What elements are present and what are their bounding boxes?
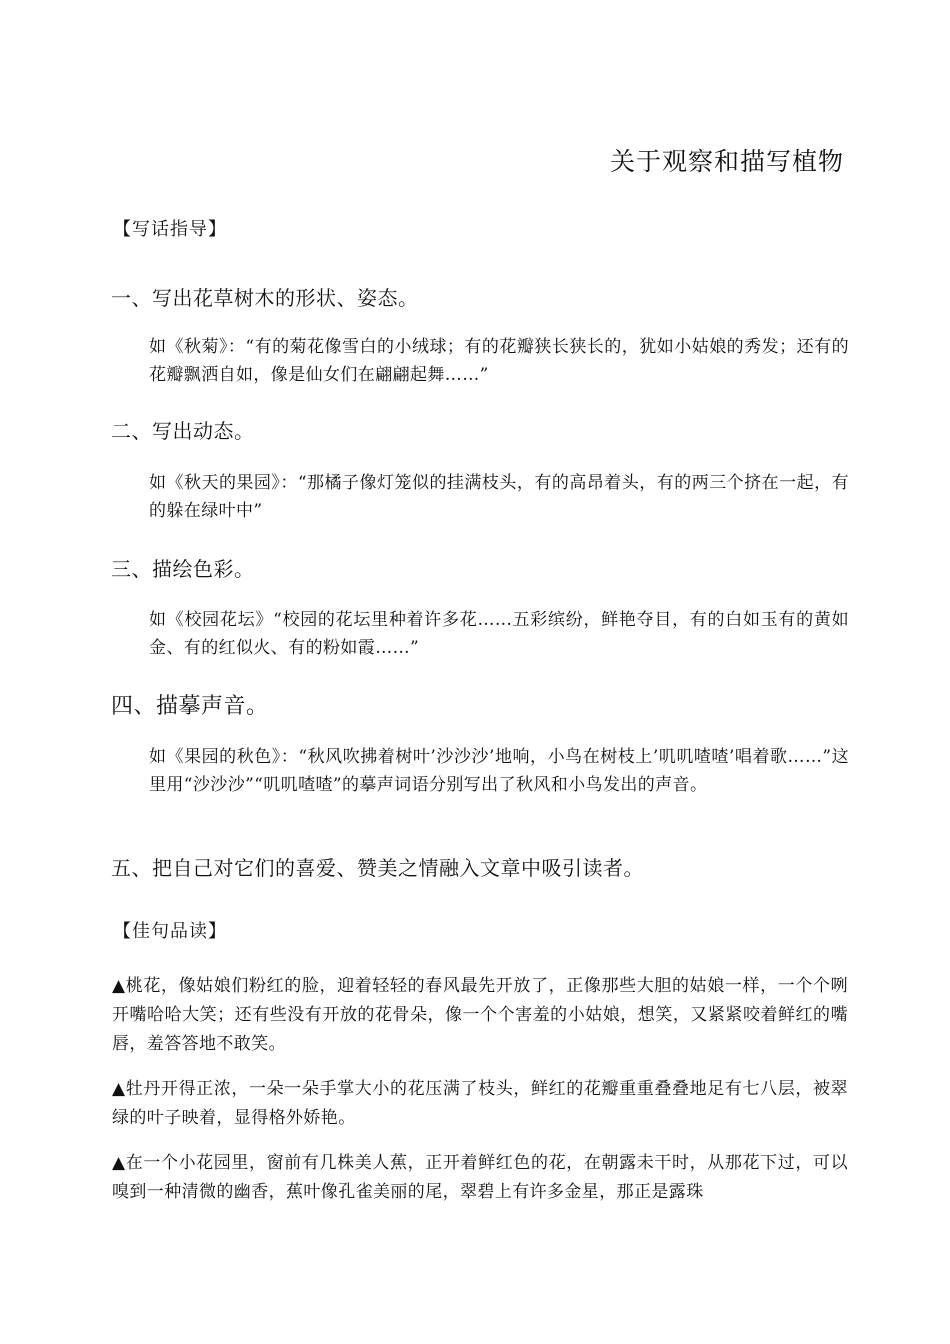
sentence-item-1: ▲桃花，像姑娘们粉红的脸，迎着轻轻的春风最先开放了，正像那些大胆的姑娘一样，一个个咧开嘴哈哈大笑；还有些没有开放的花骨朵，像一个个害羞的小姑娘，想笑，又紧紧咬着鲜红的嘴唇，羞答答地不敢笑。 [112,976,848,1054]
point-example-4: 如《果园的秋色》：“秋风吹拂着树叶’沙沙沙’地响，小鸟在树枝上’叽叽喳喳’唱着歌……”这里用“沙沙沙”“叽叽喳喳”的摹声词语分别写出了秋风和小鸟发出的声音。 [149,747,849,795]
sentence-item-3: ▲在一个小花园里，窗前有几株美人蕉，正开着鲜红色的花，在朝露未干时，从那花下过，可以嗅到一种清微的幽香，蕉叶像孔雀美丽的尾，翠碧上有许多金星，那正是露珠 [112,1153,848,1202]
point-example-1: 如《秋菊》：“有的菊花像雪白的小绒球；有的花瓣狭长狭长的，犹如小姑娘的秀发；还有的花瓣飘洒自如，像是仙女们在翩翩起舞……” [149,337,849,385]
point-heading-3: 三、描绘色彩。 [111,557,255,581]
sentences-section-label: 【佳句品读】 [113,921,227,942]
point-heading-2: 二、写出动态。 [111,419,255,443]
point-example-3: 如《校园花坛》“校园的花坛里种着许多花……五彩缤纷，鲜艳夺目，有的白如玉有的黄如金、有的红似火、有的粉如霞……” [149,610,849,658]
guide-section-label: 【写话指导】 [113,219,227,240]
point-heading-1: 一、写出花草树木的形状、姿态。 [111,286,419,310]
sentence-item-2: ▲牡丹开得正浓，一朵一朵手掌大小的花压满了枝头，鲜红的花瓣重重叠叠地足有七八层，被翠绿的叶子映着，显得格外娇艳。 [112,1079,848,1128]
point-heading-5: 五、把自己对它们的喜爱、赞美之情融入文章中吸引读者。 [111,856,644,880]
point-example-2: 如《秋天的果园》：“那橘子像灯笼似的挂满枝头，有的高昂着头，有的两三个挤在一起，有的躲在绿叶中” [149,473,849,521]
document-title: 关于观察和描写植物 [609,147,844,176]
point-heading-4: 四、描摹声音。 [111,694,269,719]
